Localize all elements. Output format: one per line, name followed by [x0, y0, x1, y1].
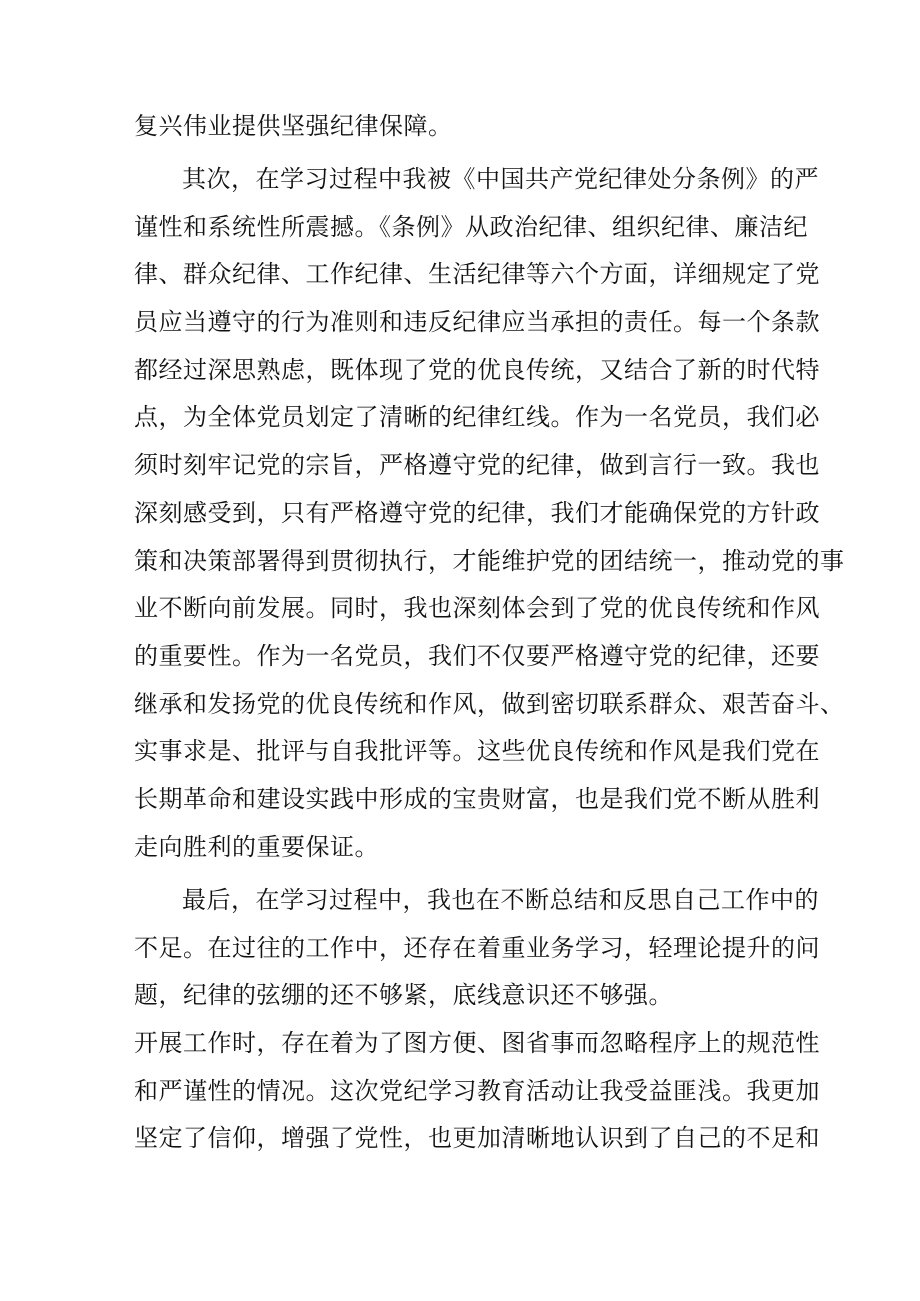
- text-line: 谨性和系统性所震撼。《条例》从政治纪律、组织纪律、廉洁纪: [134, 213, 808, 241]
- text-line: 都经过深思熟虑，既体现了党的优良传统，又结合了新的时代特: [134, 356, 820, 384]
- text-line: 其次，在学习过程中我被《中国共产党纪律处分条例》的严: [182, 165, 819, 193]
- text-line: 业不断向前发展。同时，我也深刻体会到了党的优良传统和作风: [134, 594, 820, 622]
- text-line: 继承和发扬党的优良传统和作风，做到密切联系群众、艰苦奋斗、: [134, 690, 845, 718]
- text-line: 不足。在过往的工作中，还存在着重业务学习，轻理论提升的问: [134, 934, 820, 962]
- text-line: 员应当遵守的行为准则和违反纪律应当承担的责任。每一个条款: [134, 308, 820, 336]
- text-line: 点，为全体党员划定了清晰的纪律红线。作为一名党员，我们必: [134, 403, 820, 431]
- text-line: 复兴伟业提供坚强纪律保障。: [134, 112, 453, 140]
- text-line: 策和决策部署得到贯彻执行，才能维护党的团结统一，推动党的事: [134, 547, 845, 575]
- text-line: 律、群众纪律、工作纪律、生活纪律等六个方面，详细规定了党: [134, 260, 820, 288]
- text-line: 开展工作时，存在着为了图方便、图省事而忽略程序上的规范性: [134, 1029, 820, 1057]
- text-line: 最后，在学习过程中，我也在不断总结和反思自己工作中的: [182, 886, 819, 914]
- text-line: 长期革命和建设实践中形成的宝贵财富，也是我们党不断从胜利: [134, 785, 820, 813]
- text-line: 走向胜利的重要保证。: [134, 833, 379, 861]
- text-line: 和严谨性的情况。这次党纪学习教育活动让我受益匪浅。我更加: [134, 1077, 820, 1105]
- text-line: 深刻感受到，只有严格遵守党的纪律，我们才能确保党的方针政: [134, 499, 820, 527]
- text-line: 须时刻牢记党的宗旨，严格遵守党的纪律，做到言行一致。我也: [134, 451, 820, 479]
- text-line: 实事求是、批评与自我批评等。这些优良传统和作风是我们党在: [134, 737, 820, 765]
- text-line: 的重要性。作为一名党员，我们不仅要严格遵守党的纪律，还要: [134, 642, 820, 670]
- text-line: 坚定了信仰，增强了党性，也更加清晰地认识到了自己的不足和: [134, 1124, 820, 1152]
- text-line: 题，纪律的弦绷的还不够紧，底线意识还不够强。: [134, 981, 673, 1009]
